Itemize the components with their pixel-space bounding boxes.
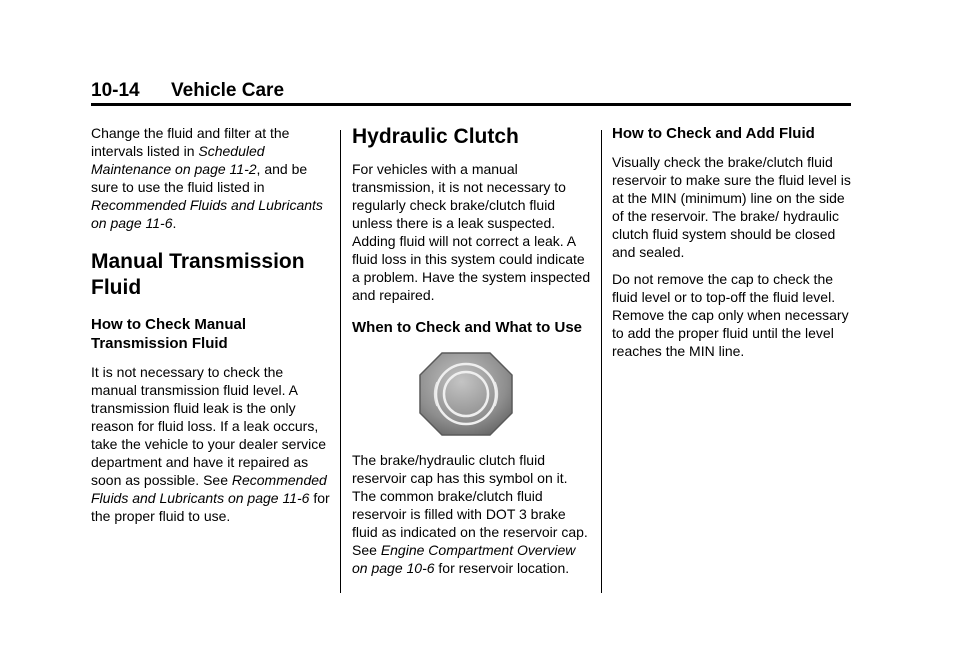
- hydraulic-clutch-heading: Hydraulic Clutch: [352, 125, 519, 148]
- column-divider-1: [340, 130, 341, 593]
- symbol-figure: [352, 341, 592, 451]
- column-1: [91, 124, 331, 525]
- symbol-description-paragraph: [352, 451, 592, 577]
- brake-clutch-fluid-cap-symbol-icon: [416, 349, 516, 439]
- column-3: [612, 124, 852, 360]
- how-to-check-manual-heading: How to Check Manual Transmission Fluid: [91, 316, 247, 352]
- cap-removal-paragraph: Do not remove the cap to check the fluid level or to top-off the fluid level. Remove the cap only when necessary to add the proper fluid until the level reaches the MIN line.: [612, 271, 849, 359]
- intro-text-3: .: [172, 215, 177, 231]
- intro-text-2: , and be sure to use the fluid listed in: [91, 161, 308, 195]
- page-number: 10-14: [91, 80, 140, 101]
- intro-paragraph: [91, 124, 331, 232]
- hydraulic-clutch-intro: For vehicles with a manual transmission, it is not necessary to regularly check brake/clutch fluid unless there is a leak suspected. Adding fluid will not correct a leak. A fluid loss in this system could indicate a problem. Have the system inspected and repaired.: [352, 161, 591, 303]
- recommended-fluids-link[interactable]: Recommended Fluids and Lubricants on page 11-6: [91, 197, 323, 231]
- symbol-text-1: The brake/hydraulic clutch fluid reservoir cap has this symbol on it. The common brake/clutch fluid reservoir is filled with DOT 3 brake fluid as indicated on the reservoir cap. See: [352, 452, 588, 558]
- intro-text-1: Change the fluid and filter at the intervals listed in: [91, 125, 290, 159]
- scheduled-maintenance-link[interactable]: Scheduled Maintenance on page 11-2: [91, 143, 265, 177]
- manual-check-paragraph: [91, 363, 331, 525]
- manual-transmission-fluid-heading: Manual Transmission Fluid: [91, 250, 305, 299]
- recommended-fluids-link-2[interactable]: Recommended Fluids and Lubricants on page 11-6: [91, 472, 327, 506]
- when-to-check-heading: When to Check and What to Use: [352, 319, 583, 336]
- section-title: Vehicle Care: [171, 80, 285, 101]
- engine-compartment-link[interactable]: Engine Compartment Overview on page 10-6: [352, 542, 576, 576]
- manual-check-text-2: for the proper fluid to use.: [91, 490, 330, 524]
- column-divider-2: [601, 130, 602, 593]
- manual-check-text-1: It is not necessary to check the manual transmission fluid level. A transmission fluid leak is the only reason for fluid loss. If a leak occurs, take the vehicle to your dealer service department and have it repaired as soon as possible. See: [91, 364, 327, 488]
- column-2: [352, 124, 592, 577]
- page-header: [91, 80, 851, 106]
- visual-check-paragraph: Visually check the brake/clutch fluid reservoir to make sure the fluid level is at the MIN (minimum) line on the side of the reservoir. The brake/ hydraulic clutch fluid system should be closed and sealed.: [612, 154, 851, 260]
- how-to-check-add-heading: How to Check and Add Fluid: [612, 125, 815, 142]
- symbol-text-2: for reservoir location.: [434, 560, 570, 576]
